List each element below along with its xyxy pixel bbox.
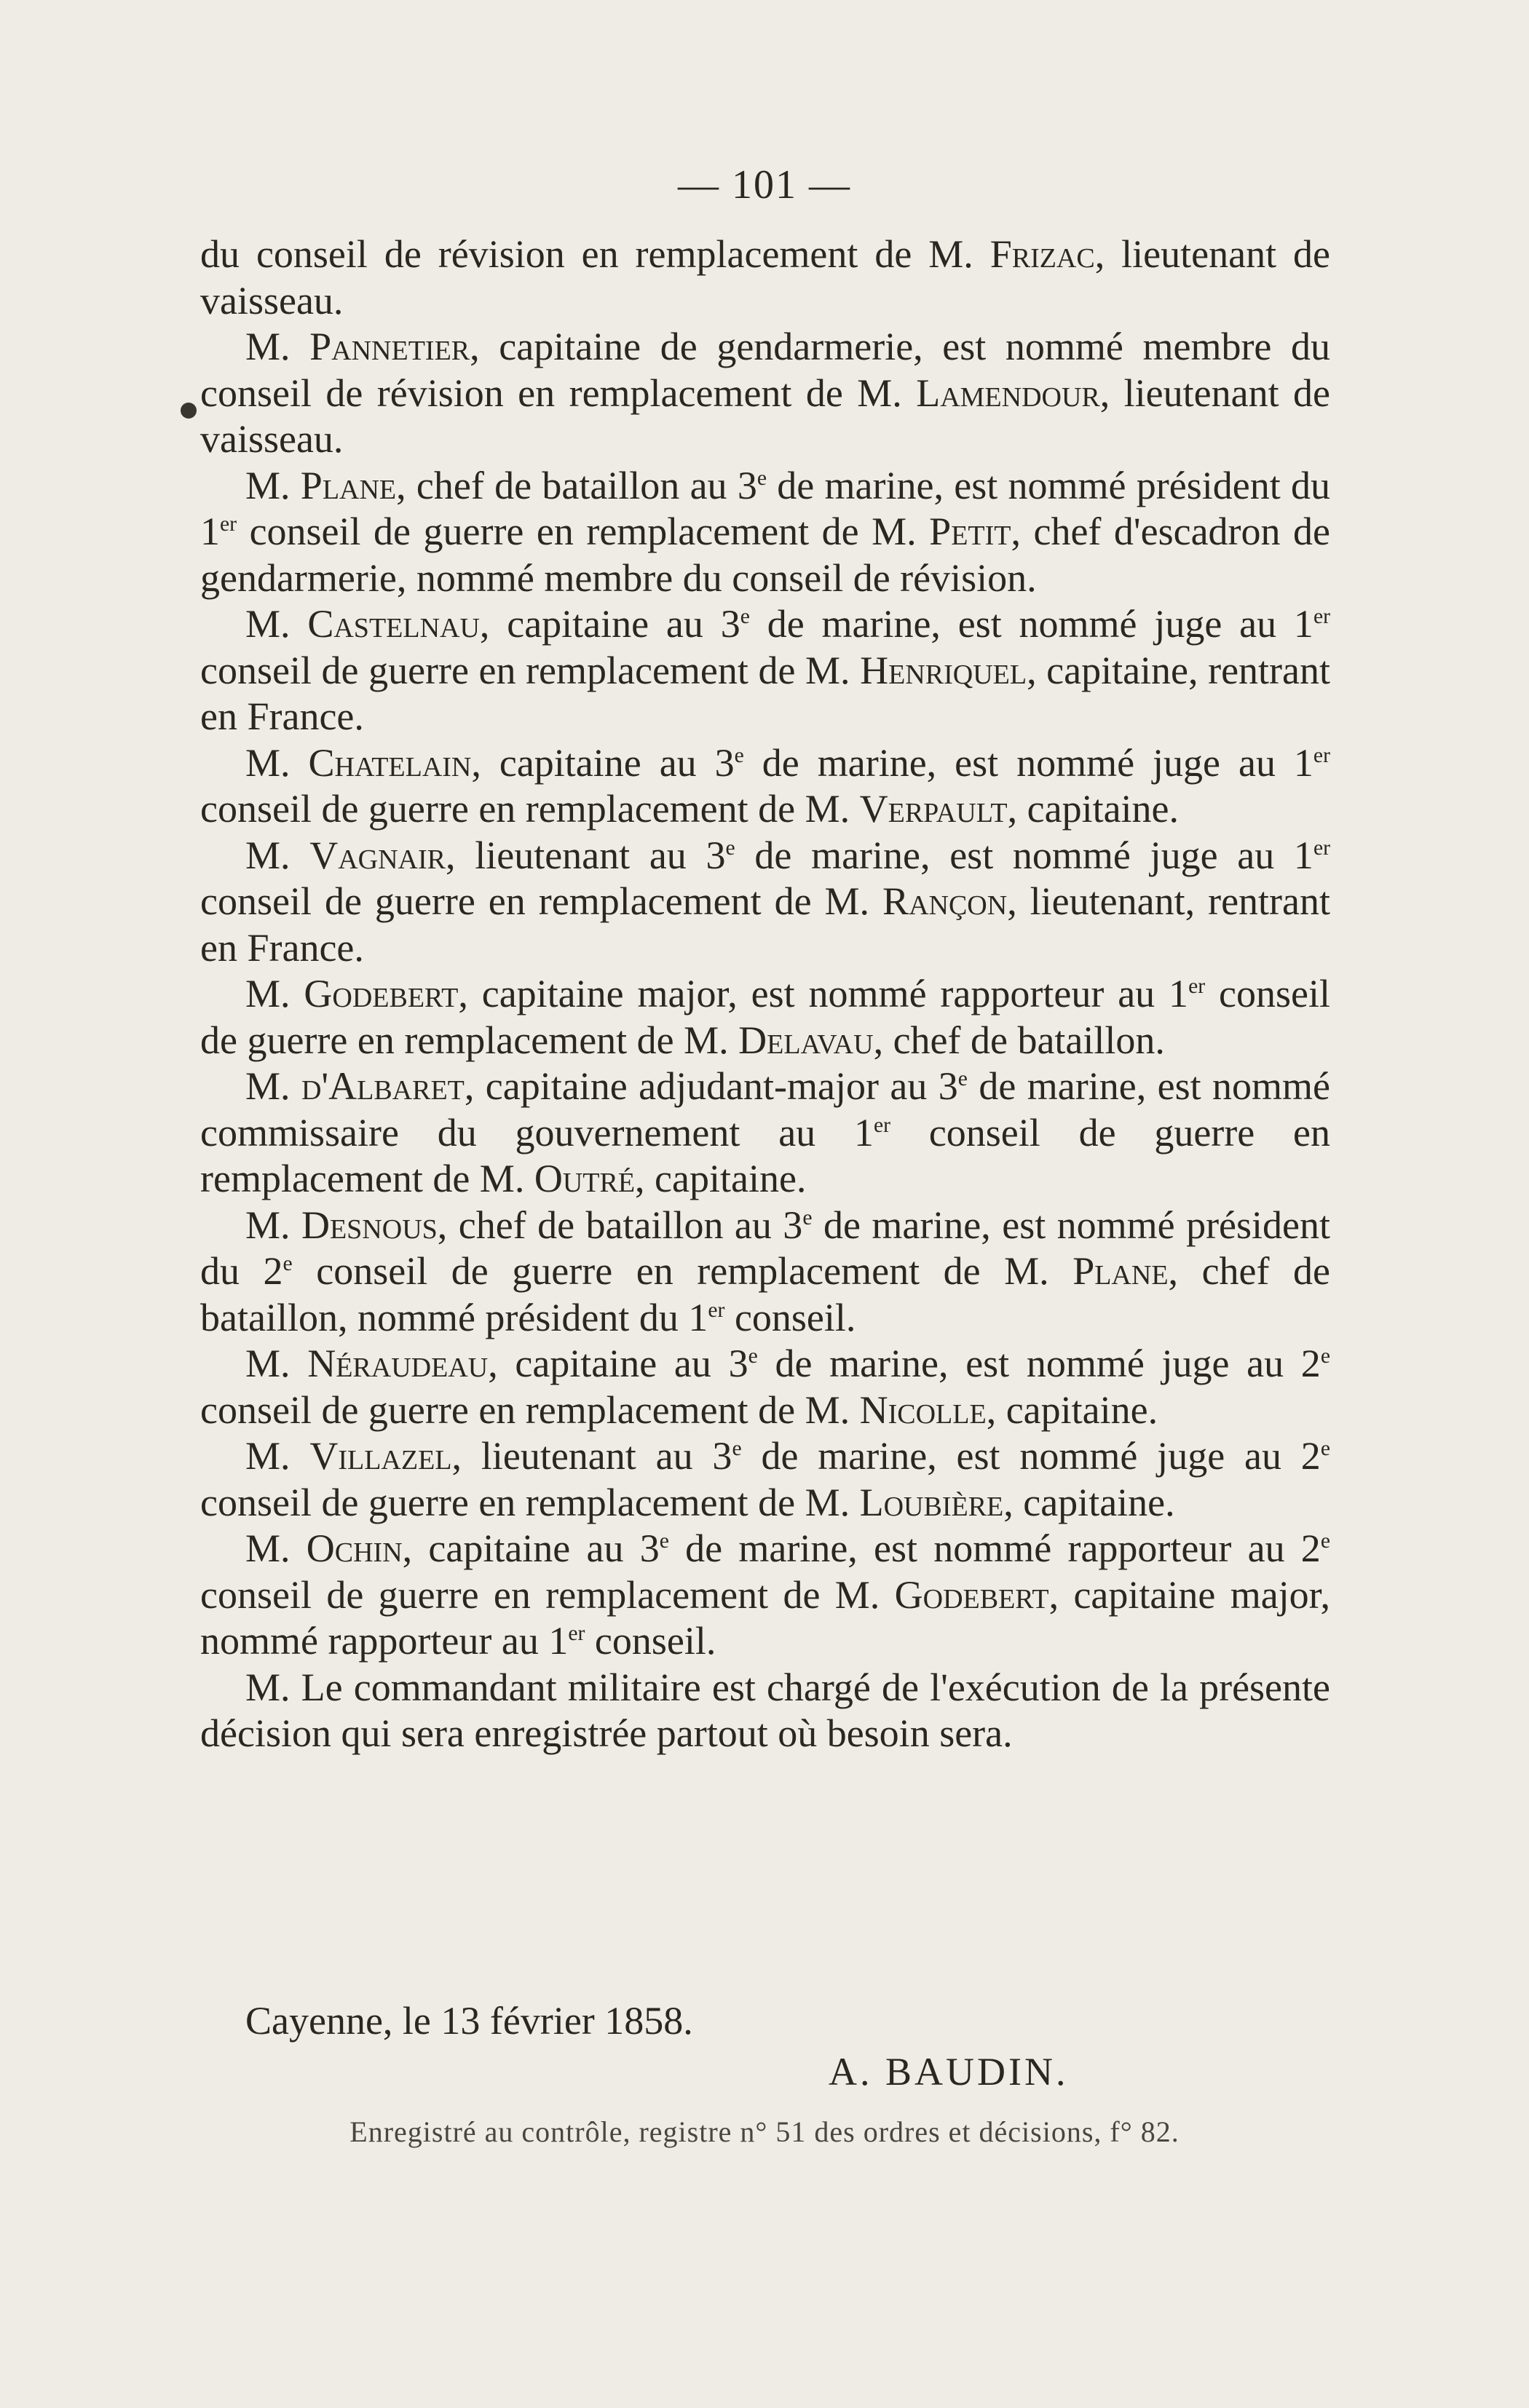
ordinal-suffix: e: [659, 1529, 669, 1553]
text-run: conseil.: [585, 1619, 716, 1663]
place-date: Cayenne, le 13 février 1858.: [245, 1999, 693, 2043]
text-run: , capitaine au 3: [471, 740, 735, 785]
paragraph: [200, 601, 1330, 740]
ordinal-suffix: e: [1320, 1529, 1330, 1553]
ordinal-suffix: er: [1313, 605, 1331, 628]
person-name: Nicolle: [859, 1387, 987, 1432]
text-run: de marine, est nommé président du 1: [200, 463, 1330, 553]
text-run: conseil de guerre en remplacement de M.: [200, 787, 860, 831]
text-run: de marine, est nommé rapporteur au 2: [668, 1526, 1321, 1570]
person-name: Plane: [1072, 1249, 1169, 1293]
text-run: , capitaine adjudant-major au 3: [464, 1064, 958, 1108]
text-run: M.: [245, 1342, 308, 1385]
text-run: , capitaine.: [1003, 1480, 1175, 1524]
ordinal-suffix: er: [220, 512, 237, 536]
ordinal-suffix: e: [725, 836, 735, 860]
text-run: M.: [245, 1434, 310, 1478]
text-run: , capitaine major, nommé rapporteur au 1: [200, 1572, 1330, 1663]
text-run: M. Le commandant militaire est chargé de l'exécution de la présente décision qui sera enregistrée partout où besoin sera.: [200, 1665, 1330, 1755]
ordinal-suffix: e: [734, 743, 744, 767]
text-run: , capitaine de gendarmerie, est nommé membre du conseil de révision en remplacement de M.: [200, 325, 1331, 415]
text-run: conseil de guerre en remplacement de M.: [237, 510, 930, 553]
text-run: conseil de guerre en remplacement de M.: [200, 648, 861, 692]
text-run: M.: [245, 325, 310, 368]
page-number: — 101 —: [678, 162, 851, 207]
text-run: , capitaine au 3: [402, 1526, 660, 1570]
person-name: Loubière: [859, 1480, 1004, 1524]
person-name: Chatelain: [308, 740, 472, 785]
text-run: de marine, est nommé commissaire du gouvernement au 1: [200, 1064, 1331, 1155]
ordinal-suffix: er: [1313, 836, 1331, 860]
person-name: Castelnau: [307, 602, 480, 646]
text-run: , lieutenant de vaisseau.: [200, 232, 1330, 322]
person-name: Pannetier: [309, 325, 470, 368]
ink-blot: [181, 403, 197, 419]
text-run: du conseil de révision en remplacement de M.: [200, 232, 990, 276]
paragraph: [200, 971, 1330, 1064]
ordinal-suffix: e: [748, 1344, 758, 1368]
person-name: Godebert: [894, 1572, 1049, 1617]
person-name: Outré: [534, 1157, 636, 1200]
text-run: conseil de guerre en remplacement de M.: [292, 1249, 1073, 1293]
text-run: conseil de guerre en remplacement de M.: [200, 1110, 1330, 1200]
text-run: , lieutenant au 3: [446, 833, 726, 877]
ordinal-suffix: e: [283, 1252, 293, 1275]
text-run: conseil.: [724, 1295, 856, 1339]
person-name: Plane: [300, 463, 397, 507]
text-run: , capitaine, rentrant en France.: [200, 648, 1330, 738]
text-run: conseil de guerre en remplacement de M.: [200, 972, 1330, 1062]
text-run: de marine, est nommé juge au 1: [749, 602, 1313, 646]
text-run: , chef de bataillon, nommé président du 1: [200, 1249, 1331, 1339]
person-name: Desnous: [301, 1203, 438, 1247]
text-run: , chef d'escadron de gendarmerie, nommé membre du conseil de révision.: [200, 510, 1331, 600]
paragraph: [200, 231, 1330, 324]
ordinal-suffix: er: [1313, 743, 1330, 767]
person-name: Lamendour: [916, 371, 1100, 415]
registration-note: Enregistré au contrôle, registre n° 51 des ordres et décisions, f° 82.: [349, 2115, 1180, 2148]
signature: A. BAUDIN.: [829, 2050, 1069, 2094]
ordinal-suffix: er: [708, 1298, 725, 1322]
text-run: conseil de guerre en remplacement de M.: [200, 1572, 895, 1617]
text-run: , chef de bataillon.: [873, 1018, 1165, 1062]
paragraph: [200, 463, 1330, 602]
paragraph: [200, 1064, 1330, 1203]
ordinal-suffix: e: [740, 605, 750, 628]
person-name: Verpault: [859, 787, 1008, 831]
text-run: , capitaine.: [986, 1387, 1158, 1432]
person-name: Godebert: [304, 972, 459, 1015]
person-name: Néraudeau: [307, 1342, 489, 1385]
text-run: de marine, est nommé juge au 1: [743, 740, 1313, 785]
text-run: , capitaine.: [1007, 787, 1180, 831]
text-run: M.: [245, 602, 308, 646]
ordinal-suffix: er: [1188, 975, 1206, 998]
text-run: , chef de bataillon au 3: [437, 1203, 803, 1247]
paragraph: [200, 833, 1330, 972]
ordinal-suffix: e: [756, 466, 767, 490]
text-run: M.: [245, 972, 304, 1015]
ordinal-suffix: e: [1320, 1437, 1330, 1460]
person-name: Ochin: [306, 1526, 403, 1570]
person-name: Delavau: [738, 1018, 874, 1062]
text-run: , capitaine au 3: [488, 1342, 748, 1385]
paragraph: [200, 1665, 1330, 1757]
paragraph: [200, 1526, 1330, 1665]
person-name: Vagnair: [309, 833, 446, 877]
text-run: de marine, est nommé juge au 2: [757, 1342, 1321, 1385]
paragraph: [200, 324, 1330, 463]
text-run: conseil de guerre en remplacement de M.: [200, 1387, 860, 1432]
text-run: , capitaine.: [635, 1157, 807, 1200]
person-name: Villazel: [309, 1434, 452, 1478]
text-run: , lieutenant, rentrant en France.: [200, 879, 1330, 970]
person-name: Frizac: [989, 232, 1095, 276]
paragraph: [200, 1433, 1330, 1526]
text-run: , lieutenant de vaisseau.: [200, 371, 1330, 461]
person-name: Rançon: [882, 879, 1008, 923]
text-run: M.: [245, 833, 310, 877]
person-name: d'Albaret: [301, 1064, 465, 1108]
paragraph: [200, 740, 1330, 833]
text-run: de marine, est nommé président du 2: [200, 1203, 1331, 1293]
decision-body: [200, 231, 1330, 1757]
paragraph: [200, 1203, 1330, 1342]
text-run: conseil de guerre en remplacement de M.: [200, 879, 883, 923]
paragraph: [200, 1341, 1330, 1433]
text-run: conseil de guerre en remplacement de M.: [200, 1480, 860, 1524]
ordinal-suffix: er: [568, 1622, 585, 1645]
text-run: M.: [245, 1064, 301, 1108]
text-run: , capitaine major, est nommé rapporteur au 1: [458, 972, 1189, 1015]
ordinal-suffix: er: [873, 1113, 891, 1137]
ordinal-suffix: e: [957, 1067, 968, 1090]
text-run: de marine, est nommé juge au 2: [741, 1434, 1321, 1478]
text-run: , chef de bataillon au 3: [396, 463, 757, 507]
text-run: M.: [245, 1526, 307, 1570]
person-name: Petit: [929, 510, 1011, 553]
text-run: , lieutenant au 3: [451, 1434, 732, 1478]
ordinal-suffix: e: [802, 1205, 813, 1229]
text-run: de marine, est nommé juge au 1: [735, 833, 1313, 877]
ordinal-suffix: e: [1320, 1344, 1330, 1368]
text-run: , capitaine au 3: [479, 602, 740, 646]
ordinal-suffix: e: [732, 1437, 742, 1460]
text-run: M.: [245, 1203, 301, 1247]
person-name: Henriquel: [860, 648, 1027, 692]
text-run: M.: [245, 463, 301, 507]
text-run: M.: [245, 740, 309, 785]
